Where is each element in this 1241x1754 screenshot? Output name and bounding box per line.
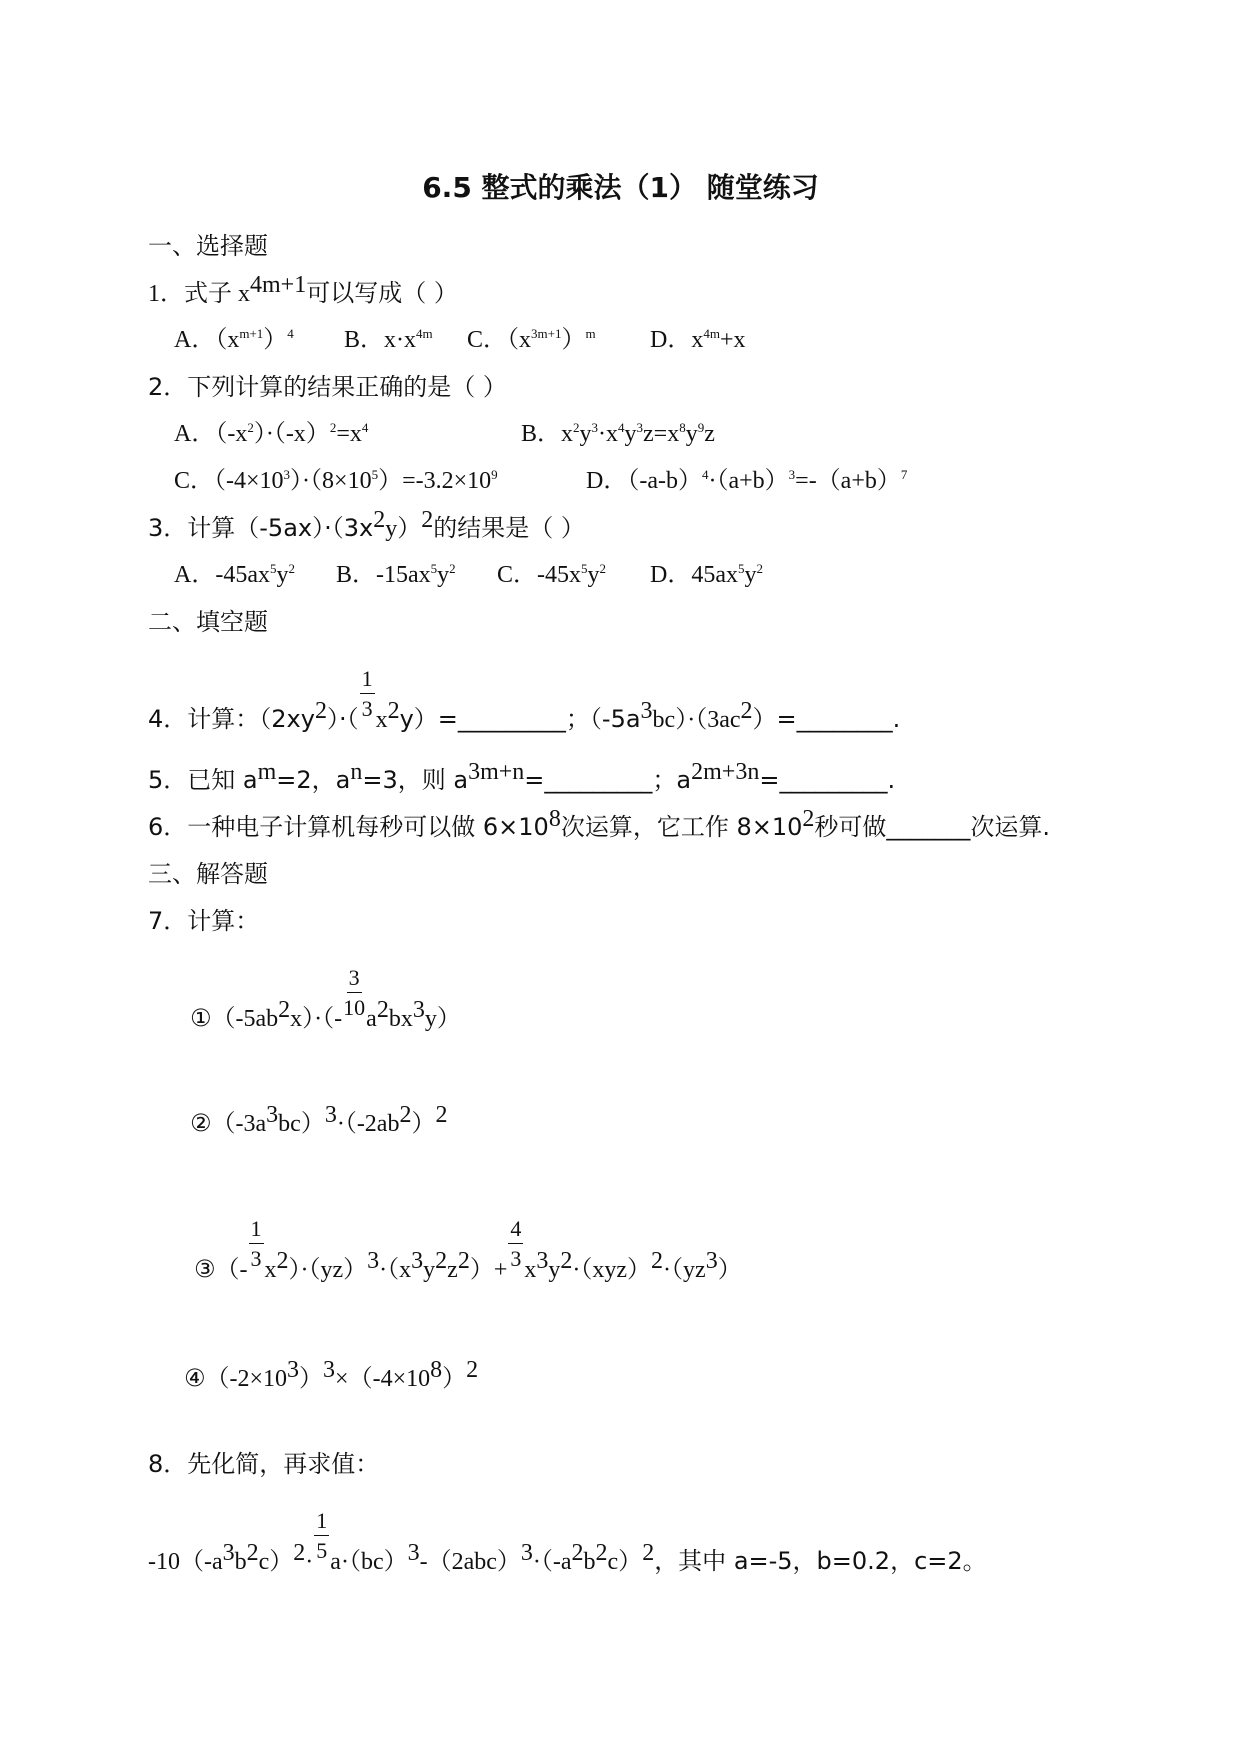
question-3-option-c: C．$-45x^5y^2$ bbox=[497, 561, 606, 588]
question-1-option-b: B．$x\cdot x^{4m}$ bbox=[344, 326, 433, 353]
question-1-stem: 1．式子 $x^{4m+1}$可以写成（ ） bbox=[148, 272, 458, 307]
question-4: 4．计算：$(2xy^2)\cdot$（ $\frac{1}{3}$ $x^2y)=\_\_\_\_\_\_\_\_\_$；$(-5a^3bc)\cdot(3ac^2)=\_\_\_\_\_\_\_\_$. bbox=[148, 666, 901, 733]
question-5: 5．已知 $a^m=2$，$a^n=3$，则 $a^{3m+n}=\_\_\_\_\_\_\_\_\_$；$a^{2m+3n}=\_\_\_\_\_\_\_\_\_$. bbox=[148, 759, 896, 794]
question-3-option-d: D．$45ax^5y^2$ bbox=[650, 561, 763, 588]
question-8-expression: $-10(-a^3b^2c)^2\cdot$ $\frac{1}{5}$ $a\cdot(bc)^3-(2abc)^3\cdot(-a^2b^2c)^2$，其中 a=-5，b=0.2，c=2。 bbox=[148, 1508, 987, 1575]
fraction-four-thirds: $\frac{4}{3}$ bbox=[510, 1216, 522, 1271]
fraction-one-third: $\frac{1}{3}$ bbox=[250, 1216, 262, 1271]
fraction-one-fifth: $\frac{1}{5}$ bbox=[316, 1508, 328, 1563]
question-3-stem: 3．计算$(-5ax)\cdot(3x^2y)^2$的结果是（ ） bbox=[148, 507, 585, 542]
fraction-one-third: $\frac{1}{3}$ bbox=[361, 666, 373, 721]
question-6: 6．一种电子计算机每秒可以做 $6\times 10^8$次运算，它工作 $8\times 10^2$秒可做_______次运算. bbox=[148, 806, 1051, 841]
question-1-option-d: D．$x^{4m}+x$ bbox=[650, 326, 746, 353]
question-8-stem: 8．先化简，再求值： bbox=[148, 1450, 380, 1478]
section-heading-choice: 一、选择题 bbox=[148, 232, 268, 260]
question-7-part-3: ③（- $\frac{1}{3}$ $x^2)\cdot(yz)^3\cdot(x^3y^2z^2)+$ $\frac{4}{3}$ $x^3y^2\cdot(xyz)^2\cdot(yz^3)$ bbox=[194, 1216, 742, 1283]
question-7-part-4: $④(-2\times 10^3)^3\times(-4\times 10^8)^2$ bbox=[184, 1357, 479, 1392]
question-2-stem: 2．下列计算的结果正确的是（ ） bbox=[148, 373, 507, 401]
question-1-option-a: A．$(x^{m+1})^4$ bbox=[174, 326, 294, 353]
question-3-option-a: A．$-45ax^5y^2$ bbox=[174, 561, 295, 588]
section-heading-fill: 二、填空题 bbox=[148, 608, 268, 636]
fraction-three-tenths: $\frac{3}{10}$ bbox=[343, 965, 366, 1020]
question-7-part-1: $①(-5ab^2x)\cdot(-$ $\frac{3}{10}$ $a^2bx^3y$） bbox=[190, 965, 461, 1032]
section-heading-answer: 三、解答题 bbox=[148, 860, 268, 888]
question-2-option-c: C．$(-4\times 10^3)\cdot(8\times 10^5)=-3.2\times 10^9$ bbox=[174, 467, 498, 494]
question-3-option-b: B．$-15ax^5y^2$ bbox=[336, 561, 456, 588]
question-7-part-2: $②(-3a^3bc)^3\cdot(-2ab^2)^2$ bbox=[190, 1102, 448, 1137]
question-2-option-a: A．$(-x^2)\cdot(-x)^2=x^4$ bbox=[174, 420, 369, 447]
question-1-option-c: C．$(x^{3m+1})^m$ bbox=[467, 326, 596, 353]
page-title: 6.5 整式的乘法（1） 随堂练习 bbox=[422, 171, 819, 204]
question-2-option-b: B．$x^2y^3\cdot x^4y^3z=x^8y^9z$ bbox=[521, 420, 715, 447]
question-7-stem: 7．计算： bbox=[148, 907, 260, 935]
question-2-option-d: D．$(-a-b)^4\cdot(a+b)^3=-(a+b)^7$ bbox=[586, 467, 908, 494]
